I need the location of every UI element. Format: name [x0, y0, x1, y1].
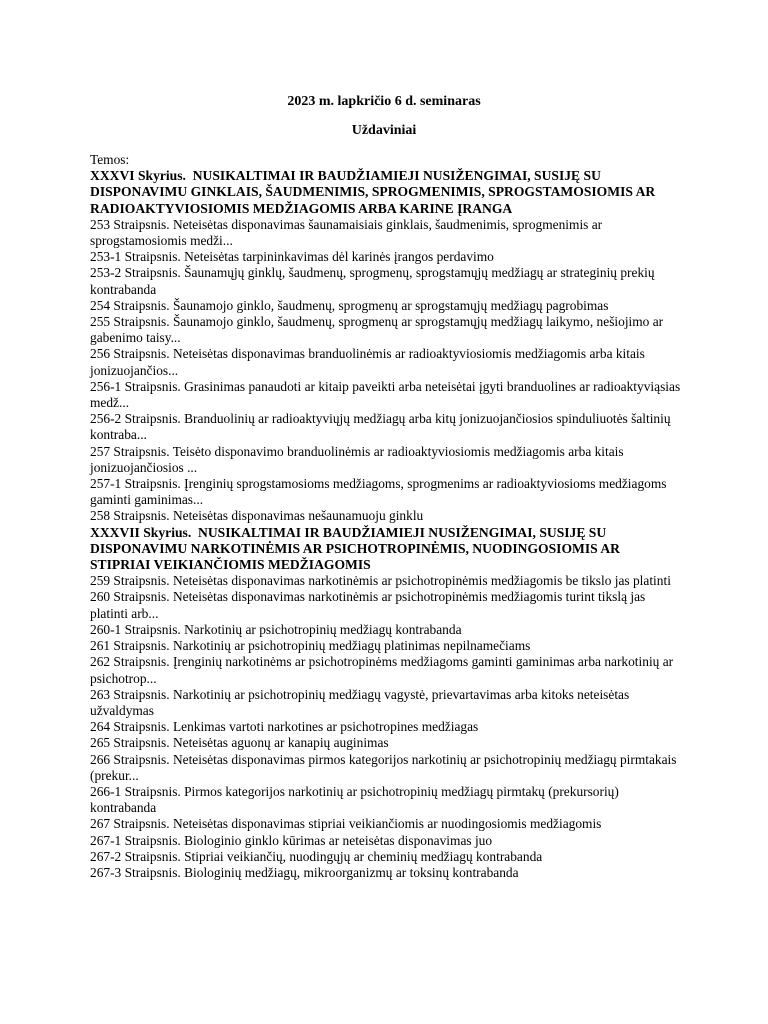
chapter-title: NUSIKALTIMAI IR BAUDŽIAMIEJI NUSIŽENGIMAI, SUSIJĘ SU DISPONAVIMU GINKLAIS, ŠAUDMENIMIS, SPROGMENIMIS, SPROGSTAMOSIOMIS AR RADIOAKTYVIOSIOMIS MEDŽIAGOMIS ARBA KARINE ĮRANGA: [90, 168, 656, 216]
article-item: 254 Straipsnis. Šaunamojo ginklo, šaudmenų, sprogmenų ar sprogstamųjų medžiagų pagrobimas: [90, 297, 609, 313]
article-item: 257 Straipsnis. Teisėto disponavimo branduolinėmis ar radioaktyviosiomis medžiagomis arba kitais jonizuojančiosios ...: [90, 443, 624, 475]
topics-label: Temos:: [90, 152, 130, 167]
article-item: 263 Straipsnis. Narkotinių ar psichotropinių medžiagų vagystė, prievartavimas arba kitoks neteisėtas užvaldymas: [90, 686, 630, 718]
chapter-heading: [90, 525, 682, 574]
article-item: 267-1 Straipsnis. Biologinio ginklo kūrimas ar neteisėtas disponavimas juo: [90, 832, 493, 848]
article-item: 265 Straipsnis. Neteisėtas aguonų ar kanapių auginimas: [90, 735, 389, 751]
article-item: 253 Straipsnis. Neteisėtas disponavimas šaunamaisiais ginklais, šaudmenimis, sprogmenimis ar sprogstamosiomis medži...: [90, 216, 603, 249]
article-item: 260-1 Straipsnis. Narkotinių ar psichotropinių medžiagų kontrabanda: [90, 621, 462, 637]
article-item: 260 Straipsnis. Neteisėtas disponavimas narkotinėmis ar psichotropinėmis medžiagomis turint tikslą jas platinti arb...: [90, 589, 646, 621]
article-item: 255 Straipsnis. Šaunamojo ginklo, šaudmenų, sprogmenų ar sprogstamųjų medžiagų laikymo, nešiojimo ar gabenimo taisy...: [90, 314, 664, 346]
article-item: 258 Straipsnis. Neteisėtas disponavimas nešaunamuoju ginklu: [90, 508, 424, 524]
article-item: 267 Straipsnis. Neteisėtas disponavimas stipriai veikiančiomis ar nuodingosiomis medžiagomis: [90, 816, 602, 832]
article-item: 267-2 Straipsnis. Stipriai veikiančių, nuodingųjų ar cheminių medžiagų kontrabanda: [90, 848, 543, 864]
article-item: 262 Straipsnis. Įrenginių narkotinėms ar psichotropinėms medžiagoms gaminti gaminimas arba narkotinių ar psichotrop...: [90, 654, 674, 686]
article-item: 266-1 Straipsnis. Pirmos kategorijos narkotinių ar psichotropinių medžiagų pirmtakų (prekursorių) kontrabanda: [90, 783, 619, 816]
article-item: 253-2 Straipsnis. Šaunamųjų ginklų, šaudmenų, sprogmenų, sprogstamųjų medžiagų ar strateginių prekių kontrabanda: [90, 265, 655, 297]
article-item: 259 Straipsnis. Neteisėtas disponavimas narkotinėmis ar psichotropinėmis medžiagomis be tikslo jas platinti: [90, 573, 671, 589]
chapter-number: XXXVI Skyrius.: [90, 168, 186, 184]
document-title: 2023 m. lapkričio 6 d. seminaras: [287, 94, 481, 109]
article-item: 257-1 Straipsnis. Įrenginių sprogstamosioms medžiagoms, sprogmenims ar radioaktyviosioms medžiagoms gaminti gaminimas...: [90, 476, 667, 508]
article-item: 264 Straipsnis. Lenkimas vartoti narkotines ar psichotropines medžiagas: [90, 719, 479, 735]
article-item: 256-1 Straipsnis. Grasinimas panaudoti ar kitaip paveikti arba neteisėtai įgyti branduolines ar radioaktyviąsias medž...: [90, 378, 681, 411]
article-item: 256-2 Straipsnis. Branduolinių ar radioaktyviųjų medžiagų arba kitų jonizuojančiosios spinduliuotės šaltinių kontraba...: [90, 411, 671, 443]
chapter-heading: [90, 168, 682, 217]
article-item: 261 Straipsnis. Narkotinių ar psichotropinių medžiagų platinimas nepilnamečiams: [90, 638, 531, 654]
article-item: 266 Straipsnis. Neteisėtas disponavimas pirmos kategorijos narkotinių ar psichotropinių medžiagų pirmtakais (prekur...: [90, 751, 677, 783]
chapter-number: XXXVII Skyrius.: [90, 524, 192, 540]
article-item: 256 Straipsnis. Neteisėtas disponavimas branduolinėmis ar radioaktyviosiomis medžiagomis arba kitais jonizuojančios...: [90, 346, 645, 378]
document-body: [90, 152, 682, 881]
article-item: 253-1 Straipsnis. Neteisėtas tarpininkavimas dėl karinės įrangos perdavimo: [90, 249, 494, 265]
chapter-title: NUSIKALTIMAI IR BAUDŽIAMIEJI NUSIŽENGIMAI, SUSIJĘ SU DISPONAVIMU NARKOTINĖMIS AR PSICHOTROPINĖMIS, NUODINGOSIOMIS AR STIPRIAI VEIKIANČIOMIS MEDŽIAGOMIS: [90, 524, 620, 573]
document-subtitle: Uždaviniai: [351, 123, 417, 138]
article-item: 267-3 Straipsnis. Biologinių medžiagų, mikroorganizmų ar toksinų kontrabanda: [90, 864, 519, 880]
